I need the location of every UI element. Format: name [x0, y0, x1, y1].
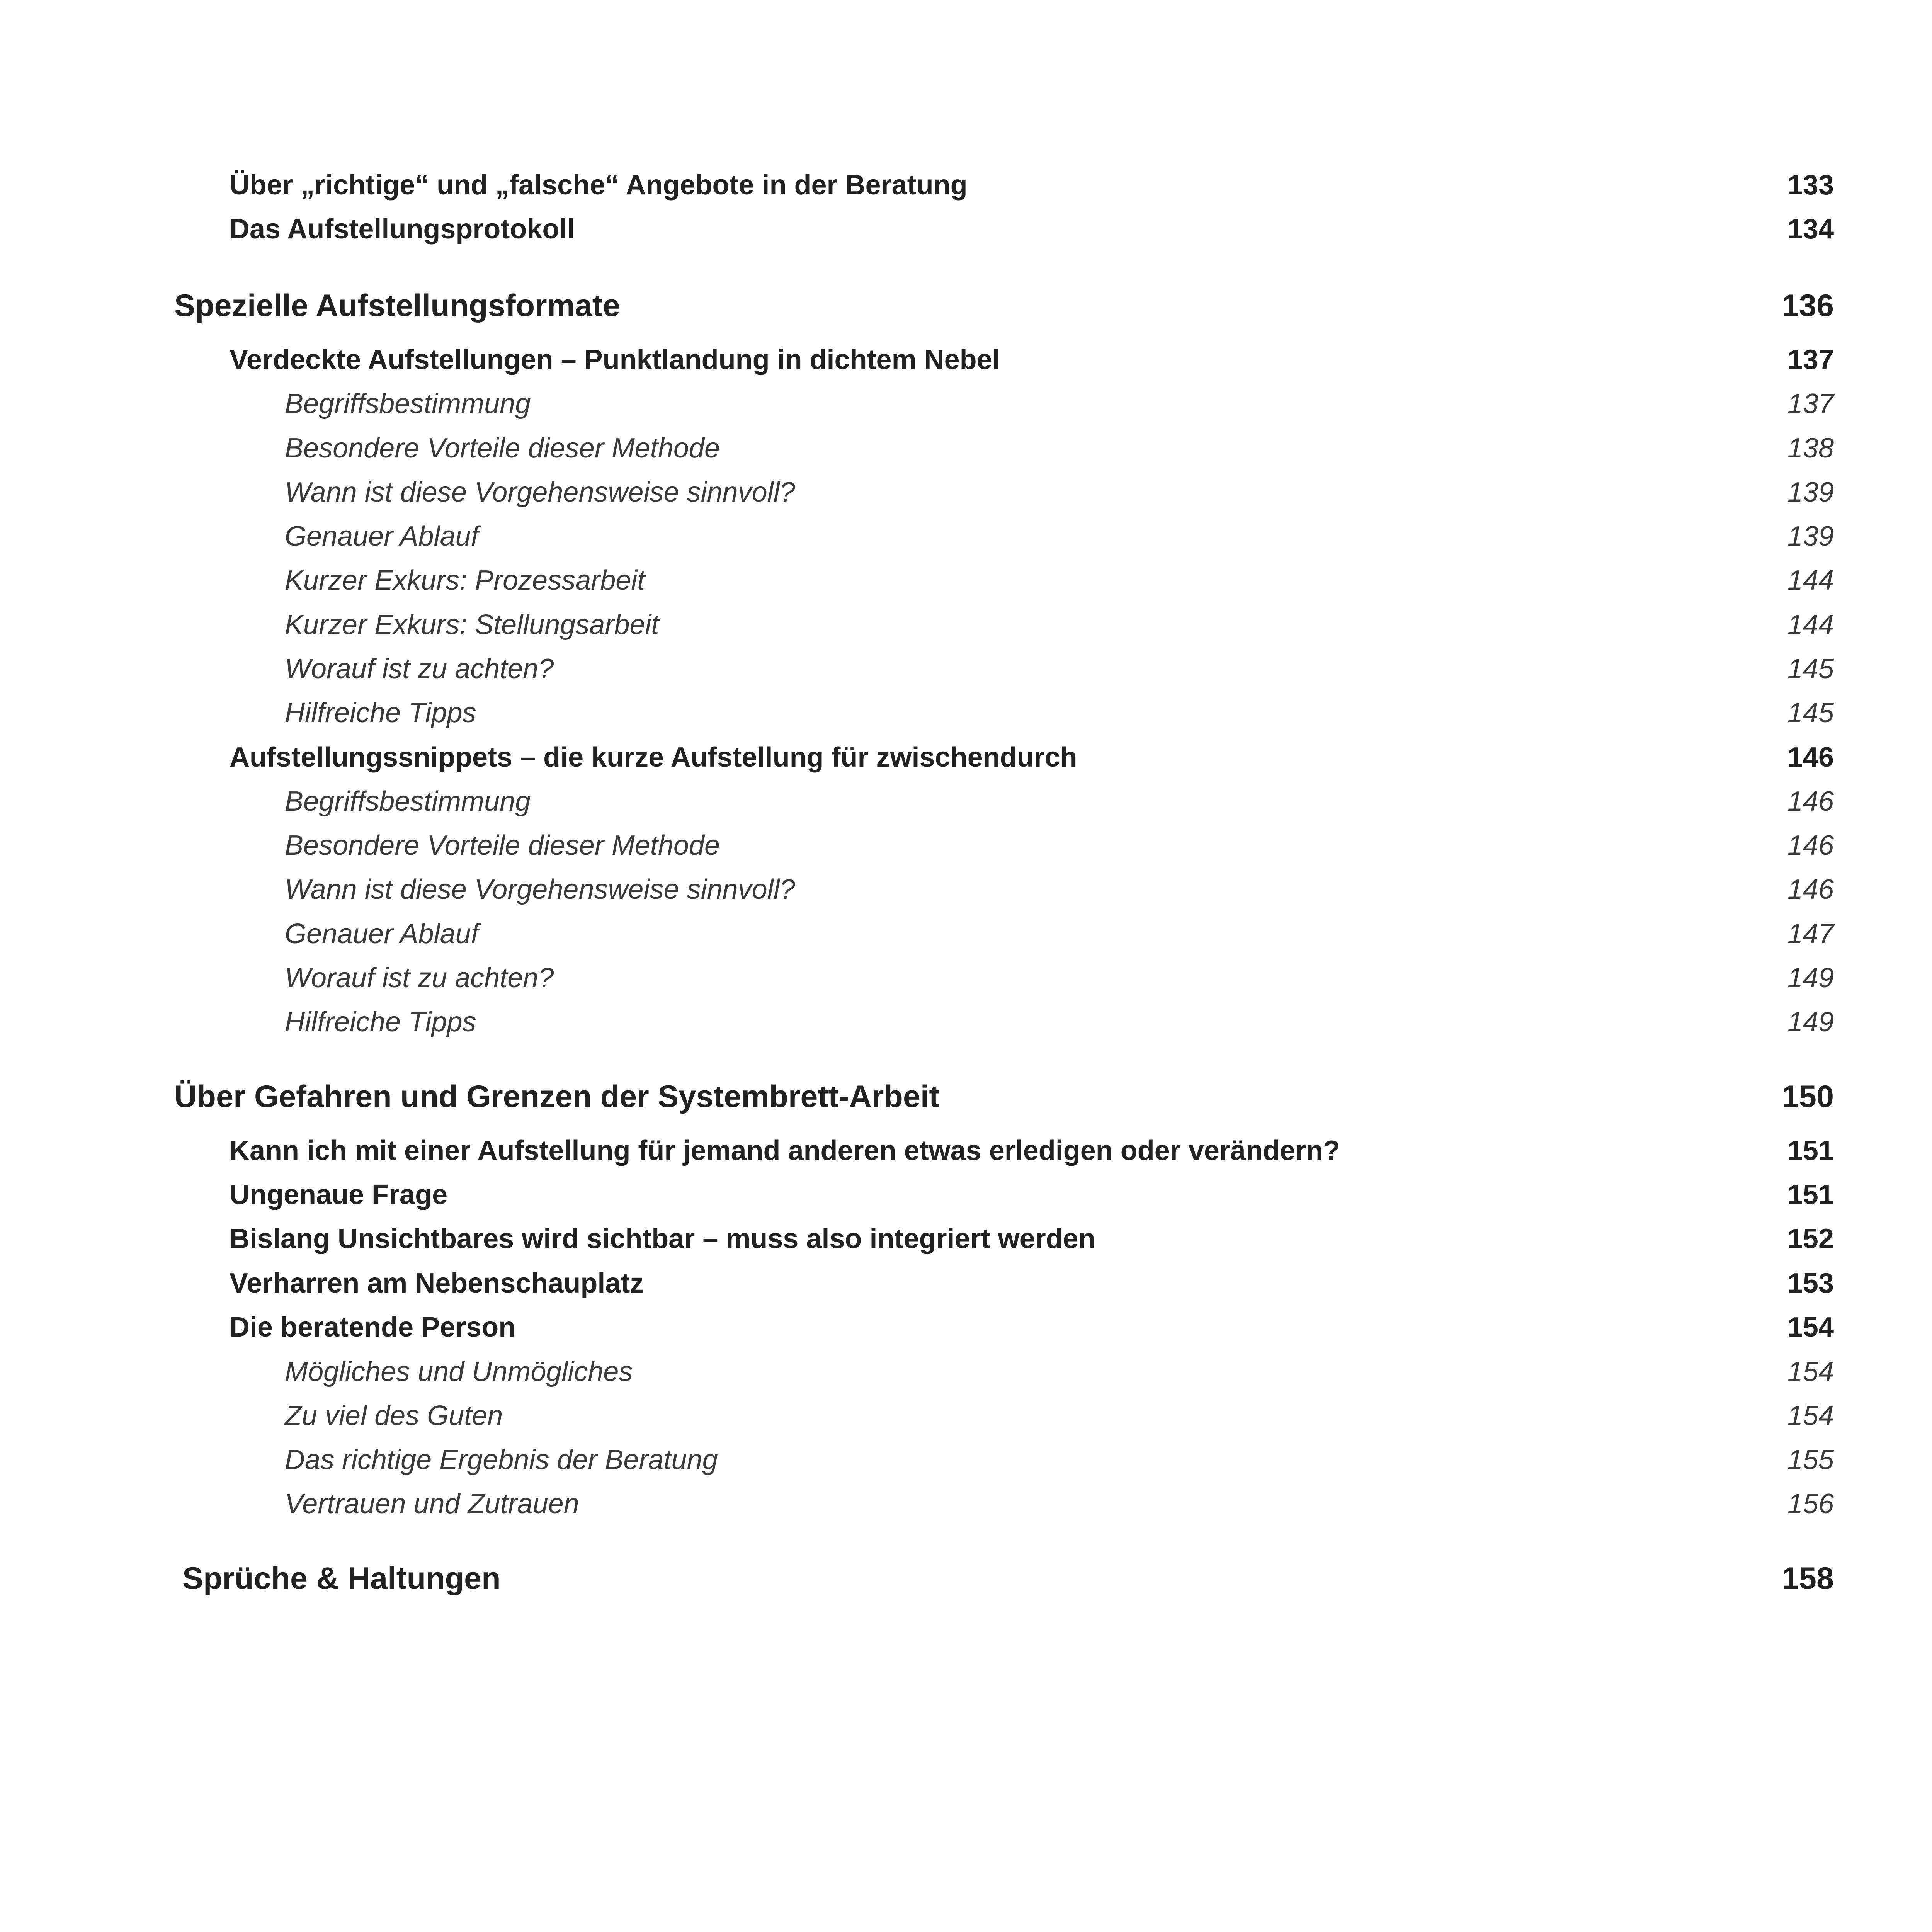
toc-subentry: [0, 651, 1932, 687]
toc-subentry: [0, 784, 1932, 819]
toc-entry-title: Vertrauen und Zutrauen: [285, 1488, 579, 1519]
toc-entry-title: Verharren am Nebenschauplatz: [230, 1268, 644, 1299]
toc-entry: [0, 342, 1932, 378]
toc-subentry: [0, 1486, 1932, 1522]
toc-entry-page: 149: [1787, 1007, 1834, 1037]
toc-subentry: [0, 386, 1932, 422]
toc-entry-page: 145: [1787, 653, 1834, 684]
toc-entry-page: 137: [1787, 388, 1834, 419]
toc-entry-page: 152: [1787, 1223, 1834, 1254]
toc-entry-title: Begriffsbestimmung: [285, 388, 531, 419]
toc-subentry: [0, 1354, 1932, 1389]
toc-subentry: [0, 474, 1932, 510]
toc-entry-page: 147: [1787, 918, 1834, 949]
toc-entry-title: Zu viel des Guten: [285, 1400, 503, 1431]
toc-entry-page: 154: [1787, 1356, 1834, 1387]
toc-entry-title: Besondere Vorteile dieser Methode: [285, 830, 720, 861]
toc-entry-title: Genauer Ablauf: [285, 521, 479, 552]
toc-entry-page: 146: [1787, 742, 1834, 773]
toc-subentry: [0, 430, 1932, 466]
toc-entry-title: Das richtige Ergebnis der Beratung: [285, 1444, 718, 1475]
toc-entry-title: Spezielle Aufstellungsformate: [174, 288, 620, 323]
toc-entry-page: 149: [1787, 963, 1834, 993]
toc-entry-page: 136: [1781, 288, 1834, 323]
toc-entry-title: Worauf ist zu achten?: [285, 653, 554, 684]
toc-subentry: [0, 519, 1932, 554]
toc-entry: [0, 167, 1932, 203]
toc-entry-title: Verdeckte Aufstellungen – Punktlandung in dichtem Nebel: [230, 344, 1000, 375]
toc-entry-page: 153: [1787, 1268, 1834, 1299]
toc-entry-title: Wann ist diese Vorgehensweise sinnvoll?: [285, 874, 795, 905]
toc-entry-page: 151: [1787, 1179, 1834, 1210]
toc-entry-page: 134: [1787, 214, 1834, 245]
toc-subentry: [0, 1398, 1932, 1434]
toc-entry-title: Über Gefahren und Grenzen der Systembrett-Arbeit: [174, 1079, 940, 1114]
toc-entry-page: 144: [1787, 565, 1834, 596]
toc-entry-page: 146: [1787, 874, 1834, 905]
toc-entry: [0, 211, 1932, 247]
toc-entry-title: Die beratende Person: [230, 1312, 516, 1343]
toc-subentry: [0, 1442, 1932, 1478]
toc-entry-title: Aufstellungssnippets – die kurze Aufstellung für zwischendurch: [230, 742, 1077, 773]
toc-entry-title: Genauer Ablauf: [285, 918, 479, 949]
toc-entry: [0, 1265, 1932, 1301]
toc-entry-page: 146: [1787, 830, 1834, 861]
toc-entry-page: 133: [1787, 170, 1834, 201]
toc-entry-title: Bislang Unsichtbares wird sichtbar – muss also integriert werden: [230, 1223, 1095, 1254]
toc-entry: [0, 740, 1932, 775]
toc-entry-page: 156: [1787, 1488, 1834, 1519]
toc-entry-title: Begriffsbestimmung: [285, 786, 531, 817]
toc-entry: [0, 1177, 1932, 1213]
toc-entry-page: 138: [1787, 433, 1834, 464]
toc-entry: [0, 1133, 1932, 1168]
toc-entry-page: 139: [1787, 477, 1834, 508]
toc-chapter-entry: [0, 1077, 1932, 1116]
toc-entry-title: Kurzer Exkurs: Stellungsarbeit: [285, 609, 659, 640]
toc-entry-page: 154: [1787, 1400, 1834, 1431]
toc-entry: [0, 1221, 1932, 1257]
toc-entry-title: Ungenaue Frage: [230, 1179, 448, 1210]
toc-entry-page: 150: [1781, 1079, 1834, 1114]
toc-subentry: [0, 916, 1932, 952]
toc-subentry: [0, 607, 1932, 643]
toc-subentry: [0, 872, 1932, 907]
toc-entry-title: Worauf ist zu achten?: [285, 963, 554, 993]
toc-entry-title: Mögliches und Unmögliches: [285, 1356, 633, 1387]
toc-subentry: [0, 563, 1932, 598]
toc-entry: [0, 1310, 1932, 1345]
toc-entry-title: Über „richtige“ und „falsche“ Angebote in der Beratung: [230, 170, 968, 201]
toc-entry-page: 155: [1787, 1444, 1834, 1475]
toc-entry-page: 158: [1781, 1561, 1834, 1596]
toc-chapter-entry: [0, 1559, 1932, 1598]
toc-entry-page: 154: [1787, 1312, 1834, 1343]
toc-subentry: [0, 960, 1932, 996]
toc-subentry: [0, 828, 1932, 863]
toc-subentry: [0, 695, 1932, 731]
toc-entry-page: 139: [1787, 521, 1834, 552]
toc-entry-page: 145: [1787, 697, 1834, 728]
toc-entry-page: 151: [1787, 1135, 1834, 1166]
toc-entry-title: Sprüche & Haltungen: [182, 1561, 501, 1596]
toc-entry-title: Hilfreiche Tipps: [285, 697, 476, 728]
toc-entry-page: 137: [1787, 344, 1834, 375]
toc-subentry: [0, 1004, 1932, 1040]
toc-entry-page: 144: [1787, 609, 1834, 640]
toc-entry-title: Wann ist diese Vorgehensweise sinnvoll?: [285, 477, 795, 508]
toc-chapter-entry: [0, 286, 1932, 325]
toc-entry-title: Hilfreiche Tipps: [285, 1007, 476, 1037]
toc-entry-title: Das Aufstellungsprotokoll: [230, 214, 575, 245]
toc-entry-title: Kann ich mit einer Aufstellung für jemand anderen etwas erledigen oder verändern?: [230, 1135, 1340, 1166]
toc-entry-title: Kurzer Exkurs: Prozessarbeit: [285, 565, 645, 596]
toc-entry-page: 146: [1787, 786, 1834, 817]
toc-entry-title: Besondere Vorteile dieser Methode: [285, 433, 720, 464]
